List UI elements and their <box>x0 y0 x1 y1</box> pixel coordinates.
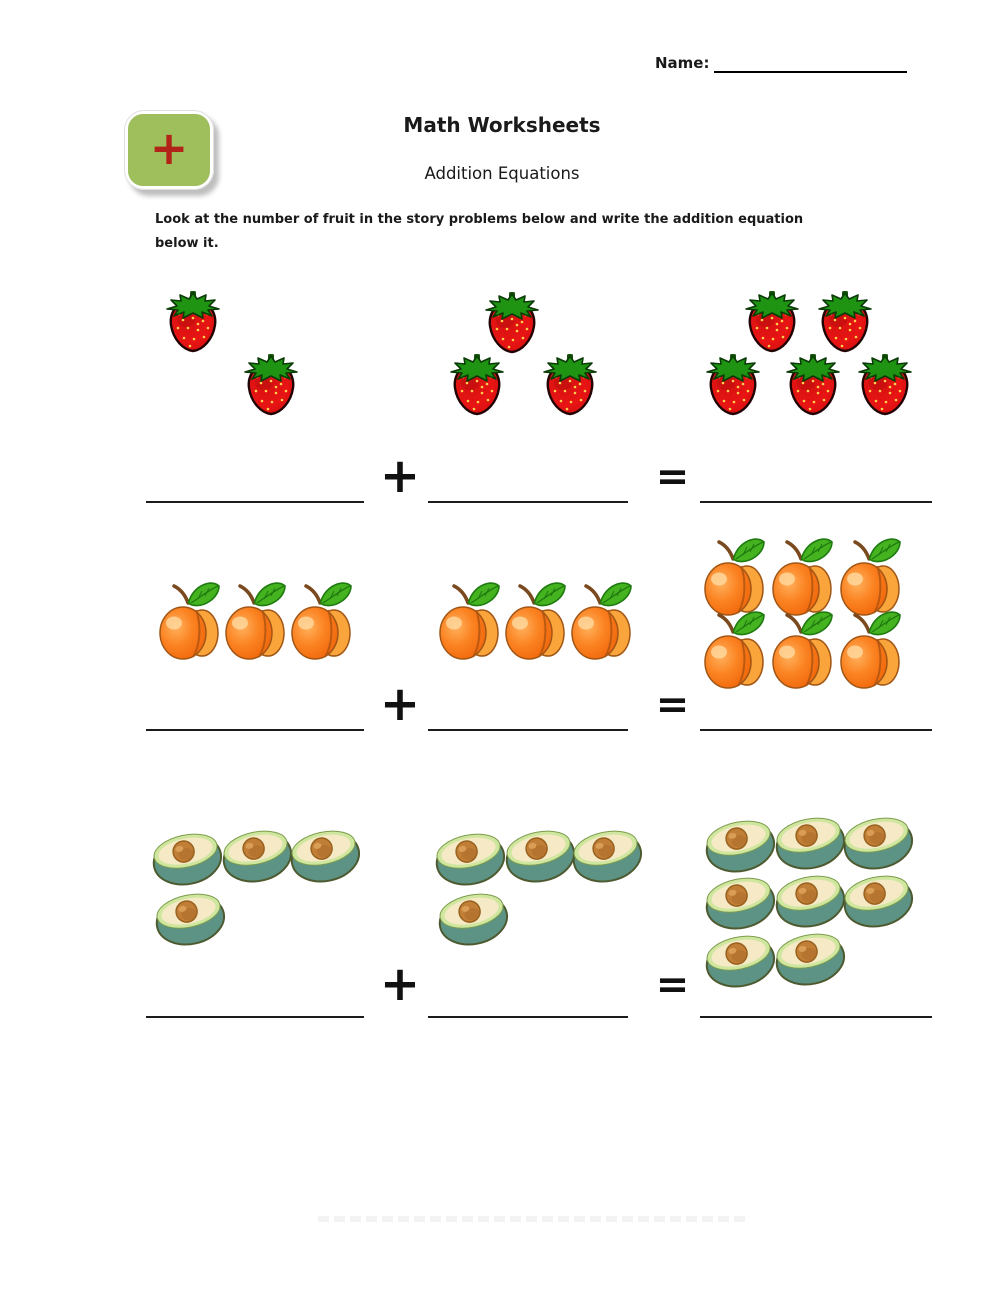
plus-operator: + <box>379 676 421 732</box>
avocado-icon <box>153 887 227 949</box>
avocado-icon <box>436 887 510 949</box>
avocado-icon <box>773 869 847 931</box>
name-label: Name: <box>655 54 710 72</box>
answer-line-addend1 <box>146 1016 364 1018</box>
avocado-icon <box>773 927 847 989</box>
avocado-icon <box>503 824 577 886</box>
avocado-icon <box>703 871 777 933</box>
instructions-line-1: Look at the number of fruit in the story problems below and write the addition equation <box>155 212 804 227</box>
answer-line-sum <box>700 1016 932 1018</box>
avocado-icon <box>150 827 224 889</box>
avocado-icon <box>220 824 294 886</box>
avocado-icon <box>703 929 777 991</box>
page-title: Math Worksheets <box>403 113 601 137</box>
plus-icon: + <box>149 121 189 175</box>
equals-operator: = <box>655 962 689 1008</box>
instructions-line-2: below it. <box>155 236 219 251</box>
avocado-icon <box>570 824 644 886</box>
avocado-icon <box>841 869 915 931</box>
avocado-icon <box>841 811 915 873</box>
equals-operator: = <box>655 454 689 500</box>
page-subtitle: Addition Equations <box>424 164 580 183</box>
plus-operator: + <box>379 448 421 504</box>
avocado-icon <box>703 814 777 876</box>
equals-operator: = <box>655 682 689 728</box>
avocado-icon <box>433 827 507 889</box>
avocado-icon <box>288 824 362 886</box>
plus-operator: + <box>379 956 421 1012</box>
avocado-icon <box>773 811 847 873</box>
answer-line-addend2 <box>428 1016 628 1018</box>
footer-watermark <box>318 1216 746 1222</box>
